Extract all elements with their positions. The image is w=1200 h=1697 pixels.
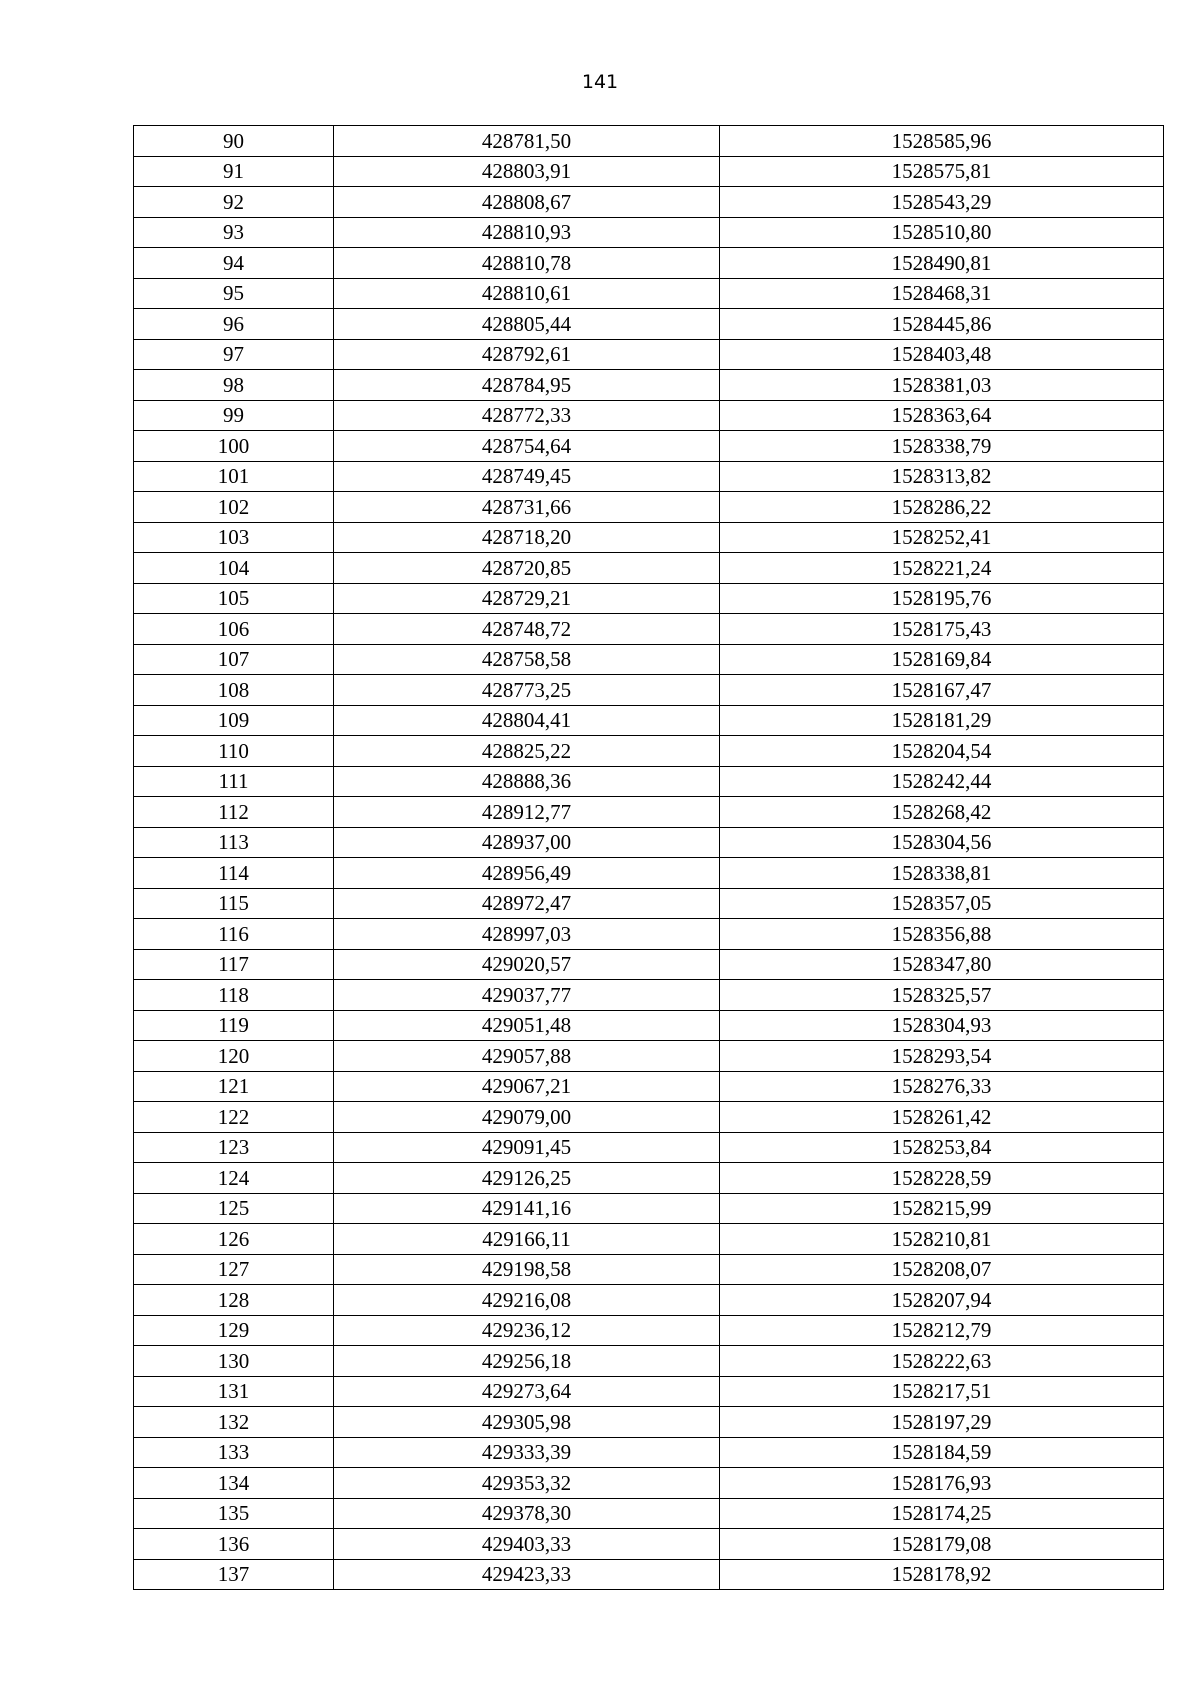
y-coordinate-cell: 1528575,81 <box>720 156 1164 187</box>
table-row <box>134 370 1164 401</box>
x-coordinate-cell: 429141,16 <box>334 1193 720 1224</box>
x-coordinate-cell: 428754,64 <box>334 431 720 462</box>
point-number-cell: 133 <box>134 1437 334 1468</box>
point-number-cell: 105 <box>134 583 334 614</box>
table-row <box>134 766 1164 797</box>
y-coordinate-cell: 1528304,56 <box>720 827 1164 858</box>
point-number-cell: 122 <box>134 1102 334 1133</box>
y-coordinate-cell: 1528179,08 <box>720 1529 1164 1560</box>
table-row <box>134 919 1164 950</box>
table-row <box>134 156 1164 187</box>
y-coordinate-cell: 1528184,59 <box>720 1437 1164 1468</box>
coordinates-table-body <box>134 126 1164 1590</box>
y-coordinate-cell: 1528242,44 <box>720 766 1164 797</box>
x-coordinate-cell: 428749,45 <box>334 461 720 492</box>
point-number-cell: 99 <box>134 400 334 431</box>
y-coordinate-cell: 1528221,24 <box>720 553 1164 584</box>
table-row <box>134 431 1164 462</box>
table-row <box>134 644 1164 675</box>
point-number-cell: 90 <box>134 126 334 157</box>
point-number-cell: 126 <box>134 1224 334 1255</box>
point-number-cell: 131 <box>134 1376 334 1407</box>
table-row <box>134 675 1164 706</box>
point-number-cell: 92 <box>134 187 334 218</box>
point-number-cell: 112 <box>134 797 334 828</box>
y-coordinate-cell: 1528261,42 <box>720 1102 1164 1133</box>
table-row <box>134 461 1164 492</box>
point-number-cell: 127 <box>134 1254 334 1285</box>
x-coordinate-cell: 428748,72 <box>334 614 720 645</box>
point-number-cell: 115 <box>134 888 334 919</box>
table-row <box>134 492 1164 523</box>
table-row <box>134 278 1164 309</box>
table-row <box>134 949 1164 980</box>
y-coordinate-cell: 1528207,94 <box>720 1285 1164 1316</box>
point-number-cell: 91 <box>134 156 334 187</box>
x-coordinate-cell: 428792,61 <box>334 339 720 370</box>
y-coordinate-cell: 1528167,47 <box>720 675 1164 706</box>
point-number-cell: 108 <box>134 675 334 706</box>
point-number-cell: 109 <box>134 705 334 736</box>
point-number-cell: 107 <box>134 644 334 675</box>
point-number-cell: 104 <box>134 553 334 584</box>
y-coordinate-cell: 1528403,48 <box>720 339 1164 370</box>
x-coordinate-cell: 428825,22 <box>334 736 720 767</box>
y-coordinate-cell: 1528293,54 <box>720 1041 1164 1072</box>
x-coordinate-cell: 428912,77 <box>334 797 720 828</box>
table-row <box>134 1559 1164 1590</box>
table-row <box>134 1315 1164 1346</box>
y-coordinate-cell: 1528217,51 <box>720 1376 1164 1407</box>
y-coordinate-cell: 1528490,81 <box>720 248 1164 279</box>
table-row <box>134 1163 1164 1194</box>
table-row <box>134 614 1164 645</box>
y-coordinate-cell: 1528197,29 <box>720 1407 1164 1438</box>
y-coordinate-cell: 1528253,84 <box>720 1132 1164 1163</box>
point-number-cell: 97 <box>134 339 334 370</box>
y-coordinate-cell: 1528304,93 <box>720 1010 1164 1041</box>
point-number-cell: 120 <box>134 1041 334 1072</box>
x-coordinate-cell: 428720,85 <box>334 553 720 584</box>
x-coordinate-cell: 429079,00 <box>334 1102 720 1133</box>
point-number-cell: 100 <box>134 431 334 462</box>
point-number-cell: 123 <box>134 1132 334 1163</box>
x-coordinate-cell: 428972,47 <box>334 888 720 919</box>
table-row <box>134 797 1164 828</box>
table-row <box>134 1132 1164 1163</box>
table-row <box>134 1102 1164 1133</box>
point-number-cell: 134 <box>134 1468 334 1499</box>
y-coordinate-cell: 1528208,07 <box>720 1254 1164 1285</box>
y-coordinate-cell: 1528169,84 <box>720 644 1164 675</box>
table-row <box>134 1437 1164 1468</box>
y-coordinate-cell: 1528252,41 <box>720 522 1164 553</box>
y-coordinate-cell: 1528268,42 <box>720 797 1164 828</box>
table-row <box>134 309 1164 340</box>
point-number-cell: 101 <box>134 461 334 492</box>
point-number-cell: 136 <box>134 1529 334 1560</box>
table-row <box>134 736 1164 767</box>
y-coordinate-cell: 1528174,25 <box>720 1498 1164 1529</box>
y-coordinate-cell: 1528356,88 <box>720 919 1164 950</box>
table-row <box>134 583 1164 614</box>
x-coordinate-cell: 429126,25 <box>334 1163 720 1194</box>
x-coordinate-cell: 428808,67 <box>334 187 720 218</box>
y-coordinate-cell: 1528178,92 <box>720 1559 1164 1590</box>
point-number-cell: 124 <box>134 1163 334 1194</box>
x-coordinate-cell: 428784,95 <box>334 370 720 401</box>
y-coordinate-cell: 1528510,80 <box>720 217 1164 248</box>
x-coordinate-cell: 428956,49 <box>334 858 720 889</box>
table-row <box>134 858 1164 889</box>
x-coordinate-cell: 429333,39 <box>334 1437 720 1468</box>
point-number-cell: 117 <box>134 949 334 980</box>
x-coordinate-cell: 429236,12 <box>334 1315 720 1346</box>
y-coordinate-cell: 1528176,93 <box>720 1468 1164 1499</box>
point-number-cell: 113 <box>134 827 334 858</box>
point-number-cell: 102 <box>134 492 334 523</box>
point-number-cell: 103 <box>134 522 334 553</box>
y-coordinate-cell: 1528222,63 <box>720 1346 1164 1377</box>
x-coordinate-cell: 428888,36 <box>334 766 720 797</box>
x-coordinate-cell: 429273,64 <box>334 1376 720 1407</box>
table-row <box>134 888 1164 919</box>
point-number-cell: 119 <box>134 1010 334 1041</box>
x-coordinate-cell: 428810,93 <box>334 217 720 248</box>
x-coordinate-cell: 429067,21 <box>334 1071 720 1102</box>
point-number-cell: 128 <box>134 1285 334 1316</box>
y-coordinate-cell: 1528585,96 <box>720 126 1164 157</box>
table-row <box>134 187 1164 218</box>
x-coordinate-cell: 429057,88 <box>334 1041 720 1072</box>
y-coordinate-cell: 1528363,64 <box>720 400 1164 431</box>
x-coordinate-cell: 429403,33 <box>334 1529 720 1560</box>
point-number-cell: 132 <box>134 1407 334 1438</box>
table-row <box>134 1010 1164 1041</box>
x-coordinate-cell: 429353,32 <box>334 1468 720 1499</box>
x-coordinate-cell: 428781,50 <box>334 126 720 157</box>
point-number-cell: 114 <box>134 858 334 889</box>
x-coordinate-cell: 428805,44 <box>334 309 720 340</box>
x-coordinate-cell: 428803,91 <box>334 156 720 187</box>
table-row <box>134 1285 1164 1316</box>
x-coordinate-cell: 429020,57 <box>334 949 720 980</box>
point-number-cell: 111 <box>134 766 334 797</box>
point-number-cell: 98 <box>134 370 334 401</box>
x-coordinate-cell: 429216,08 <box>334 1285 720 1316</box>
x-coordinate-cell: 429091,45 <box>334 1132 720 1163</box>
table-row <box>134 126 1164 157</box>
page-number: 141 <box>581 71 619 93</box>
table-row <box>134 217 1164 248</box>
table-row <box>134 1468 1164 1499</box>
point-number-cell: 93 <box>134 217 334 248</box>
y-coordinate-cell: 1528286,22 <box>720 492 1164 523</box>
y-coordinate-cell: 1528357,05 <box>720 888 1164 919</box>
y-coordinate-cell: 1528228,59 <box>720 1163 1164 1194</box>
table-row <box>134 1529 1164 1560</box>
x-coordinate-cell: 429037,77 <box>334 980 720 1011</box>
x-coordinate-cell: 429198,58 <box>334 1254 720 1285</box>
point-number-cell: 96 <box>134 309 334 340</box>
x-coordinate-cell: 429423,33 <box>334 1559 720 1590</box>
x-coordinate-cell: 428997,03 <box>334 919 720 950</box>
table-row <box>134 1041 1164 1072</box>
table-row <box>134 1224 1164 1255</box>
point-number-cell: 125 <box>134 1193 334 1224</box>
y-coordinate-cell: 1528210,81 <box>720 1224 1164 1255</box>
x-coordinate-cell: 428772,33 <box>334 400 720 431</box>
y-coordinate-cell: 1528468,31 <box>720 278 1164 309</box>
y-coordinate-cell: 1528347,80 <box>720 949 1164 980</box>
x-coordinate-cell: 428810,78 <box>334 248 720 279</box>
table-row <box>134 980 1164 1011</box>
y-coordinate-cell: 1528313,82 <box>720 461 1164 492</box>
point-number-cell: 130 <box>134 1346 334 1377</box>
table-row <box>134 1193 1164 1224</box>
x-coordinate-cell: 428729,21 <box>334 583 720 614</box>
y-coordinate-cell: 1528204,54 <box>720 736 1164 767</box>
point-number-cell: 110 <box>134 736 334 767</box>
table-row <box>134 1346 1164 1377</box>
y-coordinate-cell: 1528181,29 <box>720 705 1164 736</box>
table-row <box>134 1376 1164 1407</box>
table-row <box>134 1407 1164 1438</box>
table-row <box>134 553 1164 584</box>
x-coordinate-cell: 428773,25 <box>334 675 720 706</box>
y-coordinate-cell: 1528175,43 <box>720 614 1164 645</box>
x-coordinate-cell: 428804,41 <box>334 705 720 736</box>
y-coordinate-cell: 1528212,79 <box>720 1315 1164 1346</box>
x-coordinate-cell: 429378,30 <box>334 1498 720 1529</box>
point-number-cell: 137 <box>134 1559 334 1590</box>
point-number-cell: 94 <box>134 248 334 279</box>
x-coordinate-cell: 429256,18 <box>334 1346 720 1377</box>
table-row <box>134 1071 1164 1102</box>
y-coordinate-cell: 1528381,03 <box>720 370 1164 401</box>
table-row <box>134 339 1164 370</box>
table-row <box>134 1498 1164 1529</box>
x-coordinate-cell: 429305,98 <box>334 1407 720 1438</box>
table-row <box>134 522 1164 553</box>
x-coordinate-cell: 428810,61 <box>334 278 720 309</box>
y-coordinate-cell: 1528445,86 <box>720 309 1164 340</box>
y-coordinate-cell: 1528543,29 <box>720 187 1164 218</box>
x-coordinate-cell: 428937,00 <box>334 827 720 858</box>
table-row <box>134 248 1164 279</box>
table-row <box>134 1254 1164 1285</box>
table-row <box>134 827 1164 858</box>
y-coordinate-cell: 1528338,81 <box>720 858 1164 889</box>
y-coordinate-cell: 1528325,57 <box>720 980 1164 1011</box>
x-coordinate-cell: 428718,20 <box>334 522 720 553</box>
point-number-cell: 95 <box>134 278 334 309</box>
point-number-cell: 118 <box>134 980 334 1011</box>
point-number-cell: 106 <box>134 614 334 645</box>
coordinates-table <box>133 125 1164 1590</box>
y-coordinate-cell: 1528215,99 <box>720 1193 1164 1224</box>
x-coordinate-cell: 428758,58 <box>334 644 720 675</box>
table-row <box>134 400 1164 431</box>
x-coordinate-cell: 429166,11 <box>334 1224 720 1255</box>
table-row <box>134 705 1164 736</box>
point-number-cell: 121 <box>134 1071 334 1102</box>
y-coordinate-cell: 1528276,33 <box>720 1071 1164 1102</box>
x-coordinate-cell: 429051,48 <box>334 1010 720 1041</box>
y-coordinate-cell: 1528195,76 <box>720 583 1164 614</box>
x-coordinate-cell: 428731,66 <box>334 492 720 523</box>
point-number-cell: 135 <box>134 1498 334 1529</box>
y-coordinate-cell: 1528338,79 <box>720 431 1164 462</box>
point-number-cell: 129 <box>134 1315 334 1346</box>
point-number-cell: 116 <box>134 919 334 950</box>
